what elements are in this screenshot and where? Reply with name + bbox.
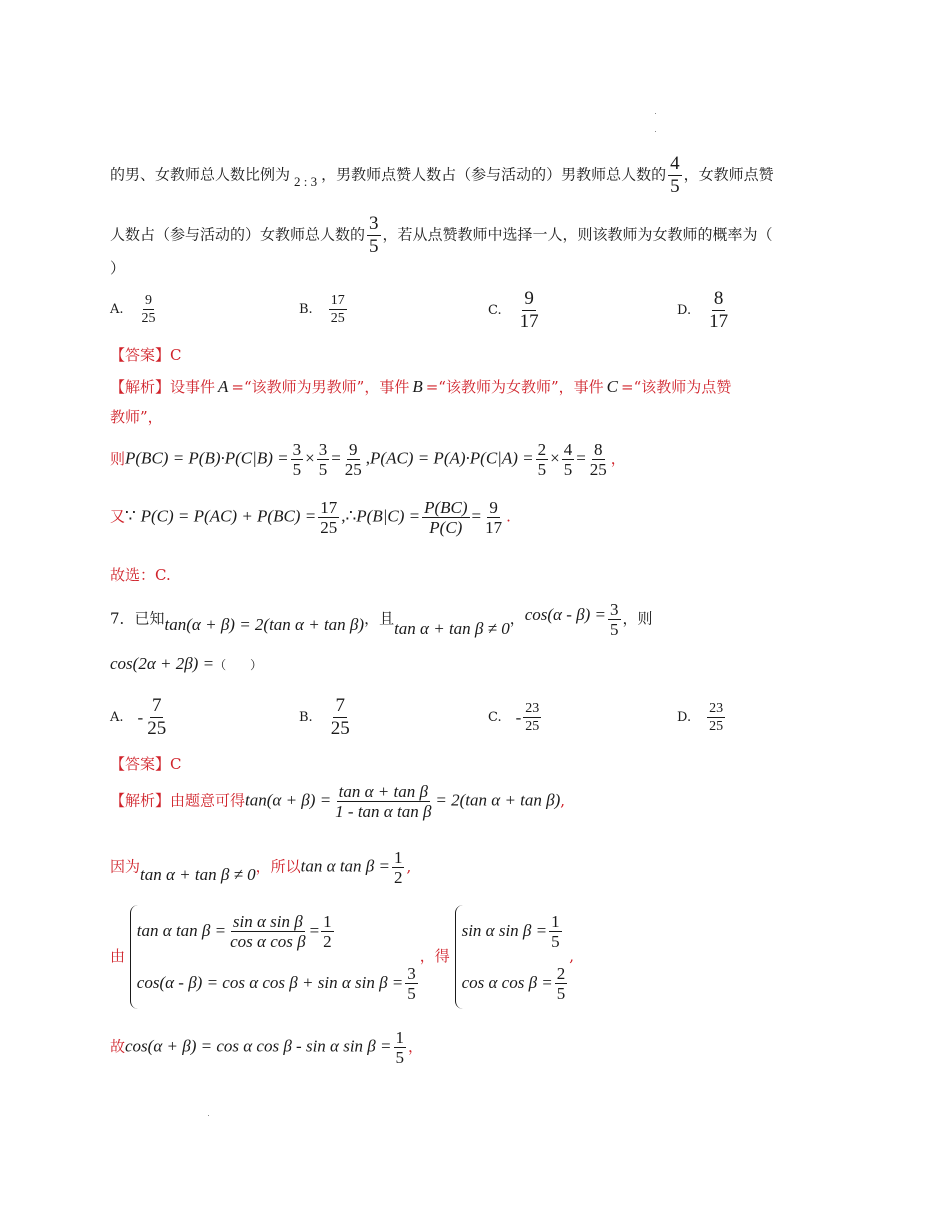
system-brace-2: sin α sin β = $\frac{1}{5}$ cos α cos β = $\frac{2}{5}$ <box>455 905 570 1009</box>
ratio: 2 : 3 <box>294 173 318 189</box>
fraction-3-5: $\frac{3}{5}$ <box>369 213 379 257</box>
q7-answer: 【答案】C <box>110 755 182 773</box>
q7-option-d: D. $\frac{23}{25}$ <box>677 701 724 734</box>
q6-option-d: D. $\frac{8}{17}$ <box>677 288 729 332</box>
q6-stem-line-3: ） <box>110 259 126 277</box>
fraction-4-5: $\frac{4}{5}$ <box>670 153 680 197</box>
q7-analysis-line-1: 【解析】由题意可得tan(α + β) = $\frac{\text{tan α + tan β}}{\text{1 - tan α tan β}}$ = 2(tan α + tan β), <box>110 782 566 821</box>
q6-stem-line-1: 的男、女教师总人数比例为 2 : 3 ，男教师点赞人数占（参与活动的）男教师总人数的 $\frac{4}{5}$ ，女教师点赞 <box>110 153 774 197</box>
q7-stem-line-1: 7．已知tan(α + β) = 2(tan α + tan β)，且tan α + tan β ≠ 0，cos(α - β) = $\frac{3}{5}$ ，则 <box>110 600 653 639</box>
q6-option-a: A. $\frac{9}{25}$ <box>110 293 156 326</box>
q6-option-c: C. $\frac{9}{17}$ <box>488 288 539 332</box>
q7-option-c: C. - $\frac{23}{25}$ <box>488 701 540 734</box>
q7-option-a: A. - $\frac{7}{25}$ <box>110 695 167 739</box>
q7-option-b: B. $\frac{7}{25}$ <box>299 695 350 739</box>
q7-stem-line-2: cos(2α + 2β) =（ ） <box>110 654 263 673</box>
q6-equation-2: 又∵ P(C) = P(AC) + P(BC) = $\frac{17}{25}$ ,∴P(B|C) = $\frac{P(BC)}{P(C)}$ = $\frac{9}{17}$ . <box>110 498 511 537</box>
q6-analysis-line-1: 【解析】设事件 A =“该教师为男教师”，事件 B =“该教师为女教师”，事件 C =“该教师为点赞 <box>110 377 732 396</box>
scan-dot <box>655 131 656 132</box>
scan-dot <box>208 1115 209 1116</box>
q7-analysis-system: 由 tan α tan β = $\frac{\text{sin α sin β}}{\text{cos α cos β}}$ = $\frac{1}{2}$ cos(α - β) = cos α cos β + sin α sin β = $\frac{3}{5}$ ，得 sin α sin β = $\frac{1}{5}$ cos α cos β = $\frac{2}{5}$ , <box>110 905 574 1009</box>
scan-dot <box>655 113 656 114</box>
q6-analysis-line-2: 教师”， <box>110 408 163 426</box>
q6-stem-line-2: 人数占（参与活动的）女教师总人数的 $\frac{3}{5}$ ，若从点赞教师中选择一人，则该教师为女教师的概率为（ <box>110 213 773 257</box>
system-brace-1: tan α tan β = $\frac{\text{sin α sin β}}{\text{cos α cos β}}$ = $\frac{1}{2}$ cos(α - β) = cos α cos β + sin α sin β = $\frac{3}{5}$ <box>130 905 420 1009</box>
q6-equation-1: 则P(BC) = P(B)·P(C|B) = $\frac{3}{5}$ × $\frac{3}{5}$ = $\frac{9}{25}$ ,P(AC) = P(A)·P(C|A) = $\frac{2}{5}$ × $\frac{4}{5}$ = $\frac{8}{25}$ ， <box>110 440 626 479</box>
q6-answer: 【答案】C <box>110 346 182 364</box>
q7-analysis-last: 故cos(α + β) = cos α cos β - sin α sin β = $\frac{1}{5}$ ， <box>110 1028 424 1067</box>
q6-option-b: B. $\frac{17}{25}$ <box>299 293 345 326</box>
q7-analysis-line-2: 因为tan α + tan β ≠ 0，所以tan α tan β = $\frac{1}{2}$ , <box>110 848 412 887</box>
q6-conclusion: 故选：C. <box>110 566 171 584</box>
